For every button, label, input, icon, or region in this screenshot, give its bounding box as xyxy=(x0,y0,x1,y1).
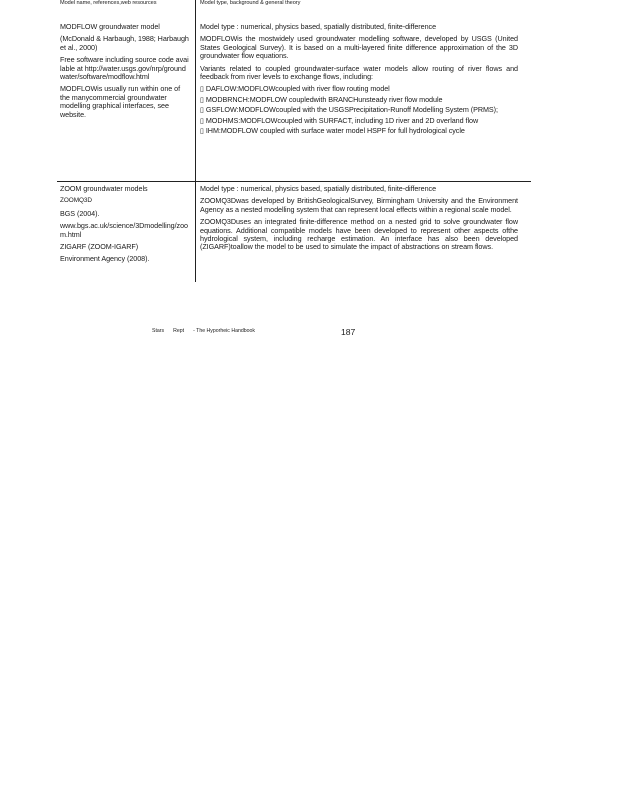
list-item: ▯ MODHMS:MODFLOWcoupled with SURFACT, including 1D river and 2D overland flow xyxy=(200,115,479,125)
zoom-name: ZOOM groundwater models xyxy=(60,184,148,193)
table-row-divider xyxy=(57,181,531,182)
modflow-variants-intro: Variants related to coupled groundwater-surface water models allow routing of river flows and feedback from river levels to exchange flows, including: xyxy=(200,63,518,82)
modflow-description-cell xyxy=(200,23,518,137)
zoom-desc1: ZOOMQ3Dwas developed by BritishGeologicalSurvey, Birmingham University and the Environment Agency as a nested modelling system that can represent local effects within a regional scale model. xyxy=(200,196,518,214)
list-item: ▯ DAFLOW:MODFLOWcoupled with river flow routing model xyxy=(200,84,390,94)
footer-part3: - The Hyporheic Handbook xyxy=(193,328,255,334)
footer-part1: Stars xyxy=(152,328,165,334)
table-header-right xyxy=(200,0,518,6)
footer-part2: Rept xyxy=(173,328,185,334)
zoom-url: www.bgs.ac.uk/science/3Dmodelling/zoom.html xyxy=(60,221,188,239)
modflow-reference-cell xyxy=(60,23,190,123)
list-item: ▯ IHM:MODFLOW coupled with surface water model HSPF for full hydrological cycle xyxy=(200,126,465,136)
header-left-text: Model name, references,web resources xyxy=(60,0,157,6)
modflow-software: Free software including source code available at http://water.usgs.gov/nrp/groundwater/software/modflow.html xyxy=(60,55,189,82)
modflow-name: MODFLOW groundwater model xyxy=(60,22,160,31)
list-item: ▯ MODBRNCH:MODFLOW coupledwith BRANCHunsteady river flow module xyxy=(200,94,443,104)
page-footer xyxy=(152,328,255,335)
zoom-ref1: BGS (2004). xyxy=(60,208,100,218)
zoom-type: Model type : numerical, physics based, spatially distributed, finite-difference xyxy=(200,184,437,193)
modflow-usage: MODFLOWis usually run within one of the manycommercial groundwater modelling graphical interfaces, see website. xyxy=(60,84,181,119)
zoom-sub: ZOOMQ3D xyxy=(60,197,92,205)
zoom-reference-cell xyxy=(60,185,190,268)
zoom-ref2: Environment Agency (2008). xyxy=(60,254,150,264)
zoom-sub2: ZIGARF (ZOOM-IGARF) xyxy=(60,242,139,252)
header-right-text: Model type, background & general theory xyxy=(200,0,301,6)
modflow-desc: MODFLOWis the mostwidely used groundwater modelling software, developed by USGS (United States Geological Survey). It is based on a multi-layered finite difference approximation of the 3D groundwater flow equations. xyxy=(200,34,518,61)
page-number: 187 xyxy=(341,327,356,337)
zoom-description-cell xyxy=(200,185,518,256)
zoom-desc2: ZOOMQ3Duses an integrated finite-difference method on a nested grid to solve groundwater flow equations. Additional compatible models have been developed to represent other aspects ofthe hydrological system, including recharge estimation. An interface has also been developed (ZIGARF)toallow the model to be used to simulate the impact of abstractions on stream flows. xyxy=(200,217,518,252)
modflow-refs: (McDonald & Harbaugh, 1988; Harbaugh et al., 2000) xyxy=(60,34,189,52)
modflow-type: Model type : numerical, physics based, spatially distributed, finite-difference xyxy=(200,22,437,31)
table-column-divider xyxy=(195,0,196,282)
table-header-left xyxy=(60,0,190,6)
list-item: ▯ GSFLOW:MODFLOWcoupled with the USGSPrecipitation-Runoff Modelling System (PRMS); xyxy=(200,105,498,115)
